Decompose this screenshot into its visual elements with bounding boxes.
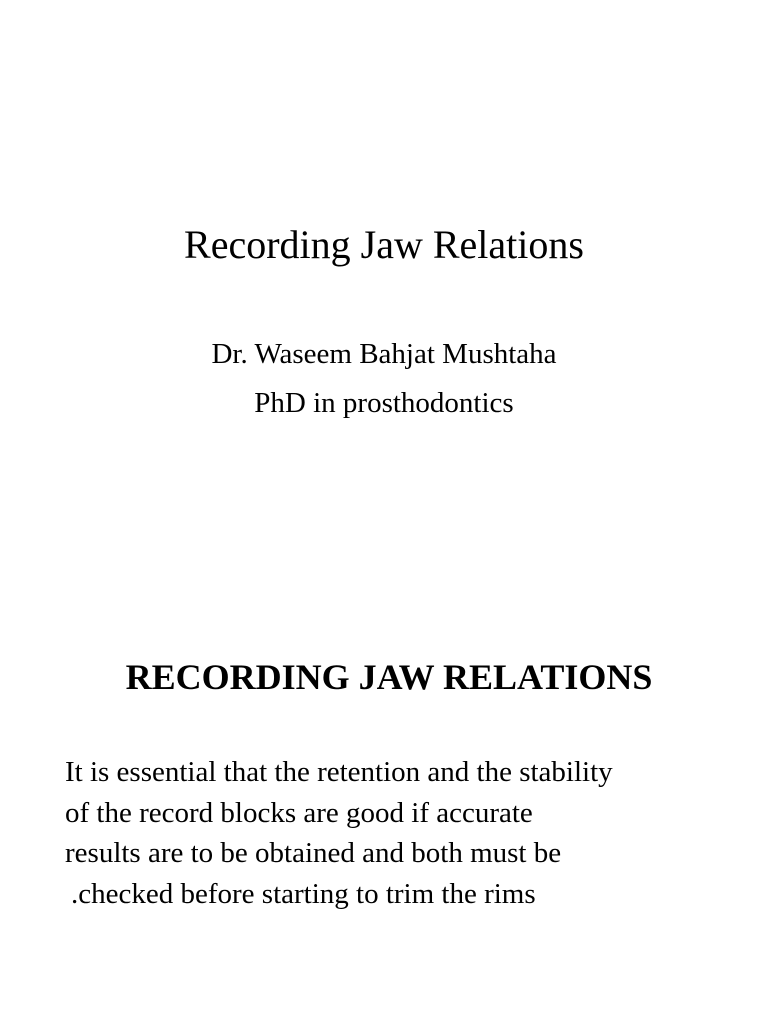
body-line: .checked before starting to trim the rims (71, 877, 536, 910)
body-line: results are to be obtained and both must be (65, 837, 562, 869)
slide-heading: RECORDING JAW RELATIONS (125, 657, 653, 697)
author-name: Dr. Waseem Bahjat Mushtaha (211, 338, 557, 370)
content-slide (0, 512, 768, 1024)
author-credential: PhD in prosthodontics (254, 387, 514, 419)
body-paragraph (65, 752, 745, 914)
body-line: It is essential that the retention and the stability (65, 756, 613, 788)
body-line: of the record blocks are good if accurate (65, 796, 533, 829)
slide-title: Recording Jaw Relations (184, 222, 584, 267)
